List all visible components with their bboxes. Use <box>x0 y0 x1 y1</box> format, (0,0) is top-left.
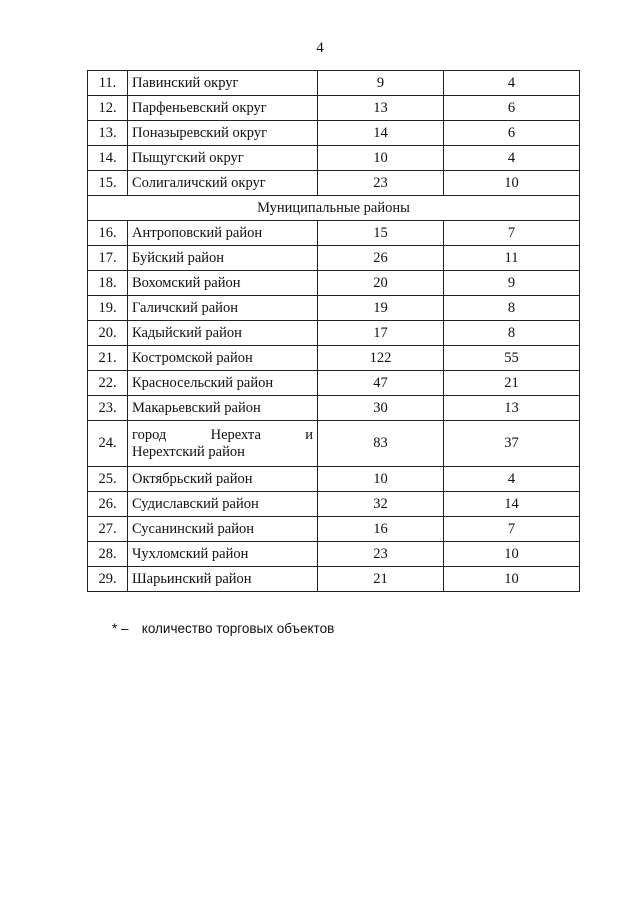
row-number: 23. <box>88 396 128 421</box>
district-name: Чухломский район <box>128 542 318 567</box>
district-name: Красносельский район <box>128 371 318 396</box>
value-a: 122 <box>318 346 444 371</box>
table-row <box>88 346 580 371</box>
table-row <box>88 271 580 296</box>
district-name-line2: Нерехтский район <box>132 443 245 460</box>
value-a: 17 <box>318 321 444 346</box>
district-name: Поназыревский округ <box>128 121 318 146</box>
row-number: 11. <box>88 71 128 96</box>
value-b: 7 <box>444 221 580 246</box>
row-number: 25. <box>88 467 128 492</box>
value-a: 30 <box>318 396 444 421</box>
district-name-word: город <box>132 426 167 443</box>
table-row <box>88 542 580 567</box>
value-b: 10 <box>444 171 580 196</box>
footnote-mark: * – <box>112 621 129 636</box>
row-number: 16. <box>88 221 128 246</box>
value-a: 13 <box>318 96 444 121</box>
row-number: 13. <box>88 121 128 146</box>
row-number: 24. <box>88 421 128 467</box>
value-a: 10 <box>318 146 444 171</box>
value-b: 14 <box>444 492 580 517</box>
section-row <box>88 196 580 221</box>
row-number: 19. <box>88 296 128 321</box>
table-row <box>88 246 580 271</box>
value-a: 14 <box>318 121 444 146</box>
value-b: 11 <box>444 246 580 271</box>
value-b: 8 <box>444 321 580 346</box>
district-name: Сусанинский район <box>128 517 318 542</box>
row-number: 15. <box>88 171 128 196</box>
footnote <box>112 621 334 636</box>
table-row <box>88 296 580 321</box>
value-b: 4 <box>444 146 580 171</box>
value-a: 9 <box>318 71 444 96</box>
district-name-word: Нерехта <box>210 426 261 443</box>
district-name: Шарьинский район <box>128 567 318 592</box>
page-number: 4 <box>316 40 324 56</box>
row-number: 21. <box>88 346 128 371</box>
row-number: 20. <box>88 321 128 346</box>
value-a: 23 <box>318 542 444 567</box>
district-name-line1 <box>132 427 313 444</box>
row-number: 17. <box>88 246 128 271</box>
value-b: 10 <box>444 542 580 567</box>
district-name: Буйский район <box>128 246 318 271</box>
district-name: Пыщугский округ <box>128 146 318 171</box>
value-a: 15 <box>318 221 444 246</box>
row-number: 22. <box>88 371 128 396</box>
value-a: 47 <box>318 371 444 396</box>
district-name: Солигаличский округ <box>128 171 318 196</box>
table-row <box>88 146 580 171</box>
value-b: 6 <box>444 96 580 121</box>
district-name: Галичский район <box>128 296 318 321</box>
value-b: 21 <box>444 371 580 396</box>
value-b: 55 <box>444 346 580 371</box>
table-row <box>88 321 580 346</box>
table-row <box>88 96 580 121</box>
value-b: 6 <box>444 121 580 146</box>
value-a: 26 <box>318 246 444 271</box>
value-a: 19 <box>318 296 444 321</box>
district-name: Костромской район <box>128 346 318 371</box>
district-name: Октябрьский район <box>128 467 318 492</box>
district-name: Вохомский район <box>128 271 318 296</box>
table-row <box>88 567 580 592</box>
district-name <box>128 421 318 467</box>
district-name-word: и <box>305 426 313 443</box>
district-name: Судиславский район <box>128 492 318 517</box>
district-name: Кадыйский район <box>128 321 318 346</box>
section-title: Муниципальные районы <box>88 196 580 221</box>
row-number: 12. <box>88 96 128 121</box>
table-row <box>88 221 580 246</box>
table-row <box>88 492 580 517</box>
value-b: 9 <box>444 271 580 296</box>
footnote-text: количество торговых объектов <box>141 621 335 636</box>
row-number: 26. <box>88 492 128 517</box>
value-b: 13 <box>444 396 580 421</box>
value-b: 8 <box>444 296 580 321</box>
table-row <box>88 71 580 96</box>
table-row <box>88 517 580 542</box>
district-name: Макарьевский район <box>128 396 318 421</box>
table-row <box>88 396 580 421</box>
value-a: 83 <box>318 421 444 467</box>
row-number: 27. <box>88 517 128 542</box>
table-row <box>88 467 580 492</box>
value-b: 4 <box>444 467 580 492</box>
row-number: 18. <box>88 271 128 296</box>
table-body <box>88 71 580 592</box>
table-row <box>88 421 580 467</box>
trade-objects-table <box>87 70 580 592</box>
value-a: 20 <box>318 271 444 296</box>
value-b: 7 <box>444 517 580 542</box>
value-a: 16 <box>318 517 444 542</box>
row-number: 29. <box>88 567 128 592</box>
value-a: 21 <box>318 567 444 592</box>
value-a: 23 <box>318 171 444 196</box>
district-name: Павинский округ <box>128 71 318 96</box>
row-number: 28. <box>88 542 128 567</box>
value-b: 10 <box>444 567 580 592</box>
table-row <box>88 171 580 196</box>
table-row <box>88 121 580 146</box>
value-b: 4 <box>444 71 580 96</box>
value-b: 37 <box>444 421 580 467</box>
table-row <box>88 371 580 396</box>
value-a: 10 <box>318 467 444 492</box>
value-a: 32 <box>318 492 444 517</box>
row-number: 14. <box>88 146 128 171</box>
district-name: Антроповский район <box>128 221 318 246</box>
district-name: Парфеньевский округ <box>128 96 318 121</box>
